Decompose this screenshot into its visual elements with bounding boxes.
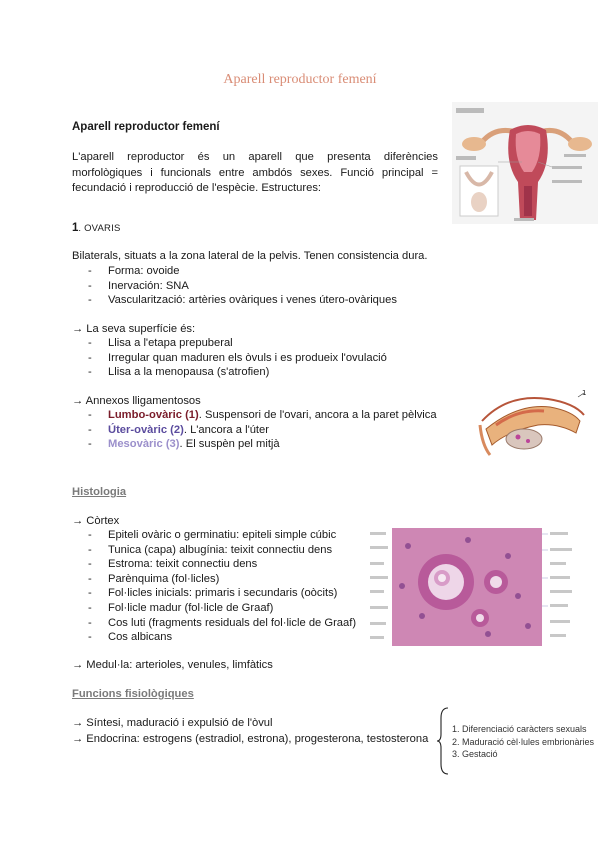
surface-label: → La seva superfície és: [72,323,196,335]
list-item: - Parènquima (fol·licles) [88,572,356,587]
list-item: - Llisa a l'etapa prepuberal [88,336,387,351]
right-ovary [568,137,592,151]
ovary-shape [506,429,542,449]
brace-list [452,723,594,761]
brace-item: 3. Gestació [452,749,498,760]
funcions-item: → Síntesi, maduració i expulsió de l'òvul [72,717,273,729]
annex-label: → Annexos lligamentosos [72,395,201,407]
figure-label-box [456,108,484,113]
funcions-item: → Endocrina: estrogens (estradiol, estrona), progesterona, testosterona [72,733,429,745]
list-item [88,423,437,438]
uterus-anatomy-figure [452,102,598,224]
brace-item: 2. Maduració cèl·lules embrionàries [452,736,595,747]
medulla-line: → Medul·la: arterioles, venules, limfàtics [72,659,273,671]
curly-brace [436,706,452,776]
list-item: - Irregular quan maduren els òvuls i es produeix l'ovulació [88,351,387,366]
left-ovary [462,137,486,151]
ligament-desc: . L'ancora a l'úter [183,423,269,436]
list-item: - Tunica (capa) albugínia: teixit connectiu dens [88,543,356,558]
ligament-desc: . El suspèn pel mitjà [179,438,280,451]
cortex-list [88,528,356,645]
document-title: Aparell reproductor femení [223,72,377,87]
ovaris-title: . OVARIS [78,223,121,234]
list-item: - Fol·licles inicials: primaris i secundaris (oòcits) [88,586,356,601]
ligament-name: Mesovàric (3) [108,438,180,451]
ovary-ligament-figure [478,385,590,461]
section-heading: Aparell reproductor femení [72,121,220,133]
list-item [88,437,437,452]
annex-list [88,408,437,452]
histology-micrograph [368,526,590,648]
list-item [88,408,437,423]
ovaris-heading [72,222,120,234]
ligament-name: Lumbo-ovàric (1) [108,409,199,421]
cortex-label: → Còrtex [72,515,120,527]
list-item: - Cos luti (fragments residuals del fol·licle de Graaf) [88,616,356,631]
surface-list [88,336,387,380]
ligament-name: Úter-ovàric (2) [108,423,184,436]
ovaris-description: Bilaterals, situats a la zona lateral de la pelvis. Tenen consistencia dura. [72,250,428,262]
ovaris-number: 1 [72,222,79,234]
list-item: - Inervación: SNA [88,279,397,294]
ligament-number-label: 1 [582,389,587,397]
list-item: - Llisa a la menopausa (s'atrofien) [88,365,387,380]
ovaris-list [88,264,397,308]
funcions-title: Funcions fisiològiques [72,688,194,700]
ligament-desc: . Suspensori de l'ovari, ancora a la paret pèlvica [198,409,437,421]
histologia-title: Histologia [72,486,127,498]
list-item: - Vascularització: artèries ovàriques i venes útero-ovàriques [88,293,397,308]
list-item: - Epiteli ovàric o germinatiu: epiteli simple cúbic [88,528,356,543]
brace-item: 1. Diferenciació caràcters sexuals [452,724,587,734]
list-item: - Forma: ovoide [88,264,397,279]
intro-paragraph: L'aparell reproductor és un aparell que presenta diferències morfològiques i funcionals entre ambdós sexes. Funció principal = fecundació i reproducció de l'espècie. Estructures: [72,151,438,195]
list-item: - Cos albicans [88,630,356,645]
list-item: - Estroma: teixit connectiu dens [88,557,356,572]
list-item: - Fol·licle madur (fol·licle de Graaf) [88,601,356,616]
